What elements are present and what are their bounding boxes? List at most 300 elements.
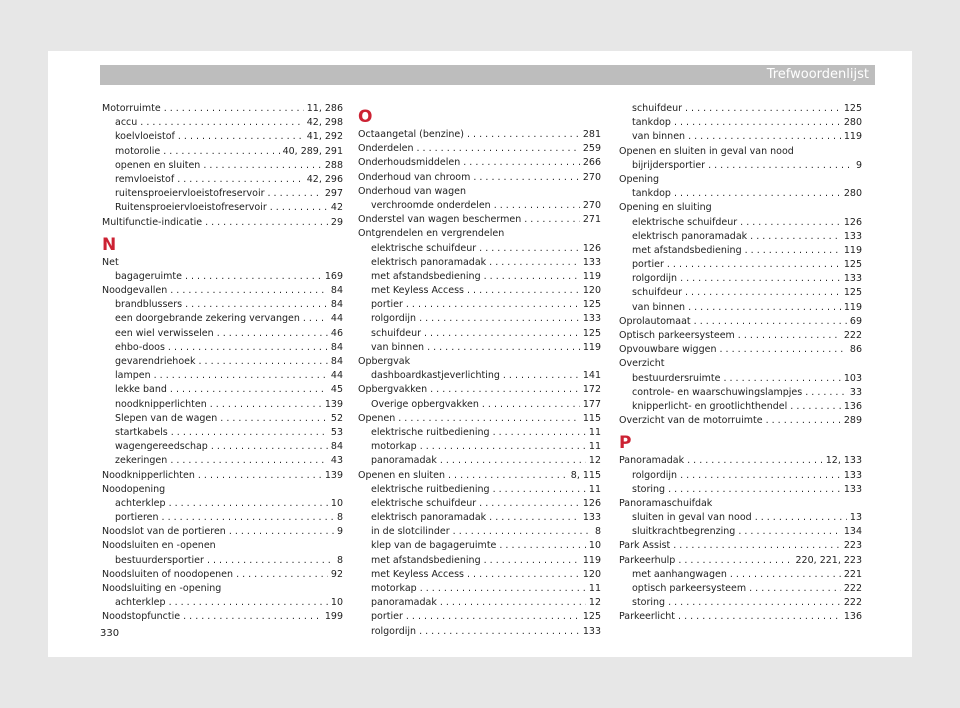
- dot-leader: [440, 454, 586, 468]
- entry-pages: 84: [330, 285, 343, 297]
- dot-leader: [170, 284, 328, 298]
- dot-leader: [420, 440, 586, 454]
- entry-pages: 12, 133: [825, 455, 862, 467]
- entry-pages: 11, 286: [306, 103, 343, 114]
- index-entry: [102, 568, 343, 582]
- dot-leader: [430, 383, 580, 397]
- index-subentry: [102, 355, 343, 369]
- entry-pages: 288: [324, 159, 343, 171]
- dot-leader: [268, 187, 322, 201]
- entry-pages: 84: [330, 356, 343, 367]
- index-entry: [358, 128, 601, 142]
- entry-pages: 84: [330, 441, 343, 453]
- index-subentry: [102, 298, 343, 312]
- entry-term: schuifdeur: [632, 103, 683, 114]
- entry-term: schuifdeur: [632, 287, 683, 299]
- entry-term: van binnen: [371, 341, 425, 353]
- entry-term: een wiel verwisselen: [115, 327, 214, 339]
- dot-leader: [467, 284, 580, 298]
- entry-pages: 42: [330, 202, 343, 214]
- index-subentry: [102, 312, 343, 326]
- dot-leader: [236, 568, 328, 582]
- entry-pages: 133: [843, 273, 862, 285]
- index-subentry: [619, 469, 862, 483]
- index-subentry: [358, 242, 601, 256]
- entry-term: van binnen: [632, 301, 686, 313]
- entry-pages: 271: [582, 214, 601, 226]
- entry-term: bestuurdersruimte: [632, 372, 721, 384]
- entry-term: met aanhangwagen: [632, 568, 727, 580]
- entry-term: koelvloeistof: [115, 131, 175, 143]
- entry-pages: 125: [843, 259, 862, 271]
- entry-term: rolgordijn: [632, 273, 678, 285]
- entry-term: rolgordijn: [371, 625, 417, 637]
- entry-term: Noodslot van de portieren: [102, 526, 226, 538]
- entry-pages: 222: [843, 597, 862, 609]
- entry-term: Noodknipperlichten: [102, 469, 195, 481]
- dot-leader: [493, 426, 586, 440]
- entry-pages: 297: [324, 188, 343, 200]
- entry-term: Ruitensproeiervloeistofreservoir: [115, 202, 267, 214]
- index-entry: [358, 156, 601, 170]
- index-entry: [102, 525, 343, 539]
- entry-pages: 41, 292: [306, 131, 343, 143]
- entry-pages: 126: [582, 497, 601, 509]
- entry-pages: 289: [843, 415, 862, 427]
- dot-leader: [688, 130, 841, 144]
- entry-pages: 33: [849, 386, 862, 398]
- index-subentry: [358, 539, 601, 553]
- dot-leader: [674, 116, 841, 130]
- entry-term: met Keyless Access: [371, 285, 464, 297]
- entry-term: bijrijdersportier: [632, 159, 706, 171]
- dot-leader: [170, 383, 328, 397]
- dot-leader: [766, 414, 841, 428]
- dot-leader: [406, 610, 580, 624]
- entry-pages: 11: [588, 426, 601, 438]
- entry-term: ruitensproeiervloeistofreservoir: [115, 188, 265, 200]
- dot-leader: [453, 525, 592, 539]
- index-subentry: [619, 116, 862, 130]
- dot-leader: [229, 525, 334, 539]
- entry-term: sluitkrachtbegrenzing: [632, 526, 736, 538]
- dot-leader: [489, 256, 580, 270]
- entry-pages: 222: [843, 583, 862, 594]
- index-subentry: [619, 525, 862, 539]
- entry-pages: 13: [849, 512, 862, 524]
- entry-pages: 10: [330, 497, 343, 509]
- index-entry: [102, 469, 343, 483]
- entry-pages: 119: [582, 554, 601, 566]
- entry-pages: 133: [843, 230, 862, 242]
- index-entry: [619, 414, 862, 428]
- dot-leader: [730, 568, 841, 582]
- index-subentry: [619, 102, 862, 116]
- entry-pages: 11: [588, 483, 601, 495]
- index-subentry: [619, 286, 862, 300]
- entry-term: panoramadak: [371, 455, 437, 467]
- entry-term: lekke band: [115, 384, 167, 396]
- index-heading: Opening en sluiting: [619, 202, 712, 214]
- entry-pages: 221: [843, 568, 862, 580]
- index-column-2: [358, 102, 601, 639]
- dot-leader: [140, 116, 303, 130]
- dot-leader: [183, 610, 322, 624]
- entry-pages: 125: [582, 299, 601, 311]
- index-subentry: [102, 173, 343, 187]
- index-subentry: [358, 625, 601, 639]
- entry-pages: 126: [582, 242, 601, 254]
- index-entry: [619, 554, 862, 568]
- entry-pages: 125: [843, 103, 862, 114]
- index-subentry: [358, 312, 601, 326]
- dot-leader: [177, 173, 304, 187]
- dot-leader: [198, 469, 322, 483]
- entry-term: Noodstopfunctie: [102, 611, 181, 623]
- index-heading: Onderhoud van wagen: [358, 185, 466, 197]
- entry-pages: 133: [843, 469, 862, 481]
- entry-term: storing: [632, 597, 666, 609]
- index-subentry: [102, 440, 343, 454]
- entry-pages: 40, 289, 291: [282, 145, 343, 157]
- entry-pages: 133: [582, 256, 601, 268]
- index-entry: [102, 216, 343, 230]
- entry-pages: 119: [843, 131, 862, 143]
- entry-term: Slepen van de wagen: [115, 412, 218, 424]
- index-subentry: [619, 272, 862, 286]
- entry-pages: 139: [324, 398, 343, 410]
- index-subentry: [619, 582, 862, 596]
- entry-term: schuifdeur: [371, 327, 422, 339]
- dot-leader: [484, 270, 580, 284]
- dot-leader: [448, 469, 568, 483]
- index-heading: Noodopening: [102, 483, 166, 495]
- index-subentry: [619, 159, 862, 173]
- dot-leader: [207, 554, 334, 568]
- index-subentry: [619, 216, 862, 230]
- dot-leader: [467, 568, 580, 582]
- index-entry: [358, 383, 601, 397]
- entry-pages: 177: [582, 398, 601, 410]
- index-subentry: [619, 400, 862, 414]
- dot-leader: [420, 582, 586, 596]
- entry-pages: 120: [582, 285, 601, 297]
- entry-term: Noodgevallen: [102, 285, 168, 297]
- entry-term: Onderstel van wagen beschermen: [358, 214, 522, 226]
- dot-leader: [169, 497, 328, 511]
- dot-leader: [154, 369, 328, 383]
- page-header: [100, 65, 875, 85]
- entry-pages: 220, 221, 223: [795, 554, 862, 566]
- entry-term: Onderdelen: [358, 143, 414, 155]
- entry-pages: 9: [336, 526, 343, 538]
- index-heading: Noodsluiting en -opening: [102, 583, 222, 594]
- entry-term: in de slotcilinder: [371, 526, 450, 538]
- index-subentry: [358, 596, 601, 610]
- index-subentry: [619, 568, 862, 582]
- index-subentry: [102, 201, 343, 215]
- index-entry: [358, 213, 601, 227]
- dot-leader: [479, 242, 580, 256]
- entry-term: optisch parkeersysteem: [632, 583, 747, 594]
- dot-leader: [473, 171, 580, 185]
- entry-pages: 84: [330, 299, 343, 311]
- index-subentry: [619, 386, 862, 400]
- index-entry: [102, 284, 343, 298]
- index-subentry: [102, 130, 343, 144]
- entry-term: rolgordijn: [632, 469, 678, 481]
- index-subentry: [619, 596, 862, 610]
- entry-term: Parkeerlicht: [619, 611, 676, 623]
- entry-term: dashboardkastjeverlichting: [371, 370, 500, 382]
- index-subentry: [358, 440, 601, 454]
- dot-leader: [210, 398, 322, 412]
- entry-pages: 86: [849, 344, 862, 356]
- entry-term: verchroomde onderdelen: [371, 199, 491, 211]
- entry-term: wagengereedschap: [115, 441, 208, 453]
- entry-term: lampen: [115, 370, 151, 382]
- entry-pages: 44: [330, 313, 343, 325]
- page-header-title: Trefwoordenlijst: [766, 67, 869, 82]
- dot-leader: [680, 272, 841, 286]
- index-subentry: [358, 511, 601, 525]
- dot-leader: [164, 102, 304, 116]
- index-subentry: [102, 554, 343, 568]
- dot-leader: [162, 511, 334, 525]
- entry-pages: 43: [330, 455, 343, 467]
- index-entry: [619, 329, 862, 343]
- dot-leader: [419, 312, 580, 326]
- index-heading: Openen en sluiten in geval van nood: [619, 145, 794, 157]
- dot-leader: [489, 511, 580, 525]
- dot-leader: [463, 156, 580, 170]
- index-subentry: [358, 454, 601, 468]
- entry-term: met Keyless Access: [371, 568, 464, 580]
- section-letter: N: [102, 234, 117, 255]
- entry-pages: 119: [582, 341, 601, 353]
- section-letter: O: [358, 107, 373, 127]
- entry-pages: 172: [582, 384, 601, 396]
- index-subentry: [102, 369, 343, 383]
- index-subentry: [358, 341, 601, 355]
- entry-term: bestuurdersportier: [115, 554, 204, 566]
- entry-term: gevarendriehoek: [115, 356, 196, 367]
- entry-pages: 8, 115: [570, 469, 601, 481]
- entry-pages: 11: [588, 441, 601, 453]
- entry-term: elektrische schuifdeur: [371, 242, 477, 254]
- entry-pages: 169: [324, 270, 343, 282]
- dot-leader: [303, 312, 328, 326]
- entry-term: Onderhoudsmiddelen: [358, 157, 461, 169]
- dot-leader: [685, 286, 841, 300]
- dot-leader: [205, 216, 328, 230]
- entry-pages: 125: [582, 611, 601, 623]
- dot-leader: [745, 244, 841, 258]
- dot-leader: [185, 270, 322, 284]
- dot-leader: [750, 230, 841, 244]
- index-subentry: [619, 230, 862, 244]
- entry-term: elektrisch panoramadak: [371, 256, 487, 268]
- dot-leader: [687, 454, 823, 468]
- index-subentry: [102, 426, 343, 440]
- dot-leader: [673, 539, 841, 553]
- entry-term: Optisch parkeersysteem: [619, 330, 735, 341]
- entry-pages: 52: [330, 412, 343, 424]
- index-heading: Net: [102, 256, 119, 268]
- dot-leader: [694, 315, 847, 329]
- entry-pages: 133: [843, 483, 862, 495]
- index-entry: [358, 412, 601, 426]
- entry-pages: 12: [588, 455, 601, 467]
- entry-term: Parkeerhulp: [619, 554, 676, 566]
- entry-pages: 125: [843, 287, 862, 299]
- entry-pages: 12: [588, 597, 601, 609]
- entry-term: Openen: [358, 412, 396, 424]
- index-page: [48, 51, 912, 657]
- entry-term: Overzicht van de motorruimte: [619, 415, 763, 427]
- dot-leader: [755, 511, 847, 525]
- entry-term: met afstandsbediening: [371, 270, 481, 282]
- entry-term: van binnen: [632, 131, 686, 143]
- entry-pages: 120: [582, 568, 601, 580]
- dot-leader: [740, 216, 841, 230]
- dot-leader: [406, 298, 580, 312]
- dot-leader: [203, 159, 322, 173]
- index-entry: [102, 102, 343, 116]
- index-heading: Ontgrendelen en vergrendelen: [358, 228, 505, 240]
- entry-term: Octaangetal (benzine): [358, 129, 464, 140]
- index-subentry: [619, 511, 862, 525]
- index-subentry: [102, 383, 343, 397]
- entry-term: Park Assist: [619, 540, 671, 552]
- dot-leader: [479, 497, 580, 511]
- entry-term: tankdop: [632, 188, 671, 200]
- entry-pages: 133: [582, 512, 601, 524]
- entry-term: openen en sluiten: [115, 159, 201, 171]
- entry-term: rolgordijn: [371, 313, 417, 325]
- entry-term: elektrische ruitbediening: [371, 483, 490, 495]
- dot-leader: [419, 625, 580, 639]
- dot-leader: [427, 341, 580, 355]
- entry-term: knipperlicht- en grootlichthendel: [632, 400, 788, 412]
- entry-term: remvloeistof: [115, 173, 175, 185]
- dot-leader: [482, 398, 580, 412]
- entry-pages: 134: [843, 526, 862, 538]
- entry-term: startkabels: [115, 426, 168, 438]
- entry-pages: 270: [582, 199, 601, 211]
- index-entry: [619, 454, 862, 468]
- entry-pages: 133: [582, 625, 601, 637]
- entry-pages: 8: [336, 554, 343, 566]
- index-entry: [358, 142, 601, 156]
- entry-term: elektrische ruitbediening: [371, 426, 490, 438]
- entry-term: elektrisch panoramadak: [371, 512, 487, 524]
- entry-term: portier: [371, 299, 403, 311]
- index-subentry: [358, 554, 601, 568]
- dot-leader: [685, 102, 841, 116]
- index-entry: [619, 610, 862, 624]
- entry-pages: 115: [582, 412, 601, 424]
- entry-term: bagageruimte: [115, 270, 182, 282]
- index-entry: [619, 343, 862, 357]
- entry-term: achterklep: [115, 597, 166, 609]
- index-subentry: [619, 483, 862, 497]
- index-subentry: [102, 341, 343, 355]
- index-subentry: [358, 483, 601, 497]
- index-subentry: [358, 199, 601, 213]
- entry-pages: 266: [582, 157, 601, 169]
- index-entry: [358, 469, 601, 483]
- entry-pages: 11: [588, 583, 601, 594]
- dot-leader: [417, 142, 580, 156]
- index-subentry: [358, 369, 601, 383]
- dot-leader: [424, 327, 580, 341]
- dot-leader: [668, 596, 841, 610]
- entry-term: storing: [632, 483, 666, 495]
- index-entry: [619, 539, 862, 553]
- entry-term: Oprolautomaat: [619, 315, 691, 327]
- dot-leader: [680, 469, 841, 483]
- entry-pages: 45: [330, 384, 343, 396]
- entry-term: Motorruimte: [102, 103, 161, 114]
- dot-leader: [674, 187, 841, 201]
- index-subentry: [102, 497, 343, 511]
- index-subentry: [619, 372, 862, 386]
- entry-term: elektrische schuifdeur: [371, 497, 477, 509]
- entry-term: ehbo-doos: [115, 341, 165, 353]
- index-subentry: [358, 525, 601, 539]
- entry-pages: 103: [843, 372, 862, 384]
- entry-term: motorkap: [371, 583, 417, 594]
- entry-pages: 280: [843, 117, 862, 129]
- index-subentry: [102, 159, 343, 173]
- entry-term: controle- en waarschuwingslampjes: [632, 386, 803, 398]
- entry-pages: 69: [849, 315, 862, 327]
- index-heading: Overzicht: [619, 358, 665, 370]
- dot-leader: [678, 554, 792, 568]
- entry-term: Opvouwbare wiggen: [619, 344, 717, 356]
- entry-pages: 126: [843, 216, 862, 228]
- entry-term: Panoramadak: [619, 455, 685, 467]
- entry-pages: 42, 298: [306, 117, 343, 129]
- dot-leader: [524, 213, 580, 227]
- dot-leader: [688, 301, 841, 315]
- dot-leader: [738, 329, 841, 343]
- entry-pages: 8: [336, 512, 343, 524]
- entry-pages: 133: [582, 313, 601, 325]
- dot-leader: [170, 454, 328, 468]
- entry-term: Onderhoud van chroom: [358, 171, 471, 183]
- dot-leader: [738, 525, 841, 539]
- index-subentry: [619, 244, 862, 258]
- dot-leader: [708, 159, 853, 173]
- entry-pages: 53: [330, 426, 343, 438]
- index-subentry: [102, 187, 343, 201]
- entry-term: Openen en sluiten: [358, 469, 445, 481]
- entry-pages: 199: [324, 611, 343, 623]
- dot-leader: [185, 298, 328, 312]
- index-subentry: [102, 270, 343, 284]
- dot-leader: [198, 355, 327, 369]
- dot-leader: [805, 386, 847, 400]
- entry-term: portier: [371, 611, 403, 623]
- dot-leader: [169, 596, 328, 610]
- entry-term: panoramadak: [371, 597, 437, 609]
- entry-term: klep van de bagageruimte: [371, 540, 497, 552]
- dot-leader: [493, 483, 586, 497]
- index-subentry: [358, 398, 601, 412]
- page-number: 330: [100, 628, 120, 639]
